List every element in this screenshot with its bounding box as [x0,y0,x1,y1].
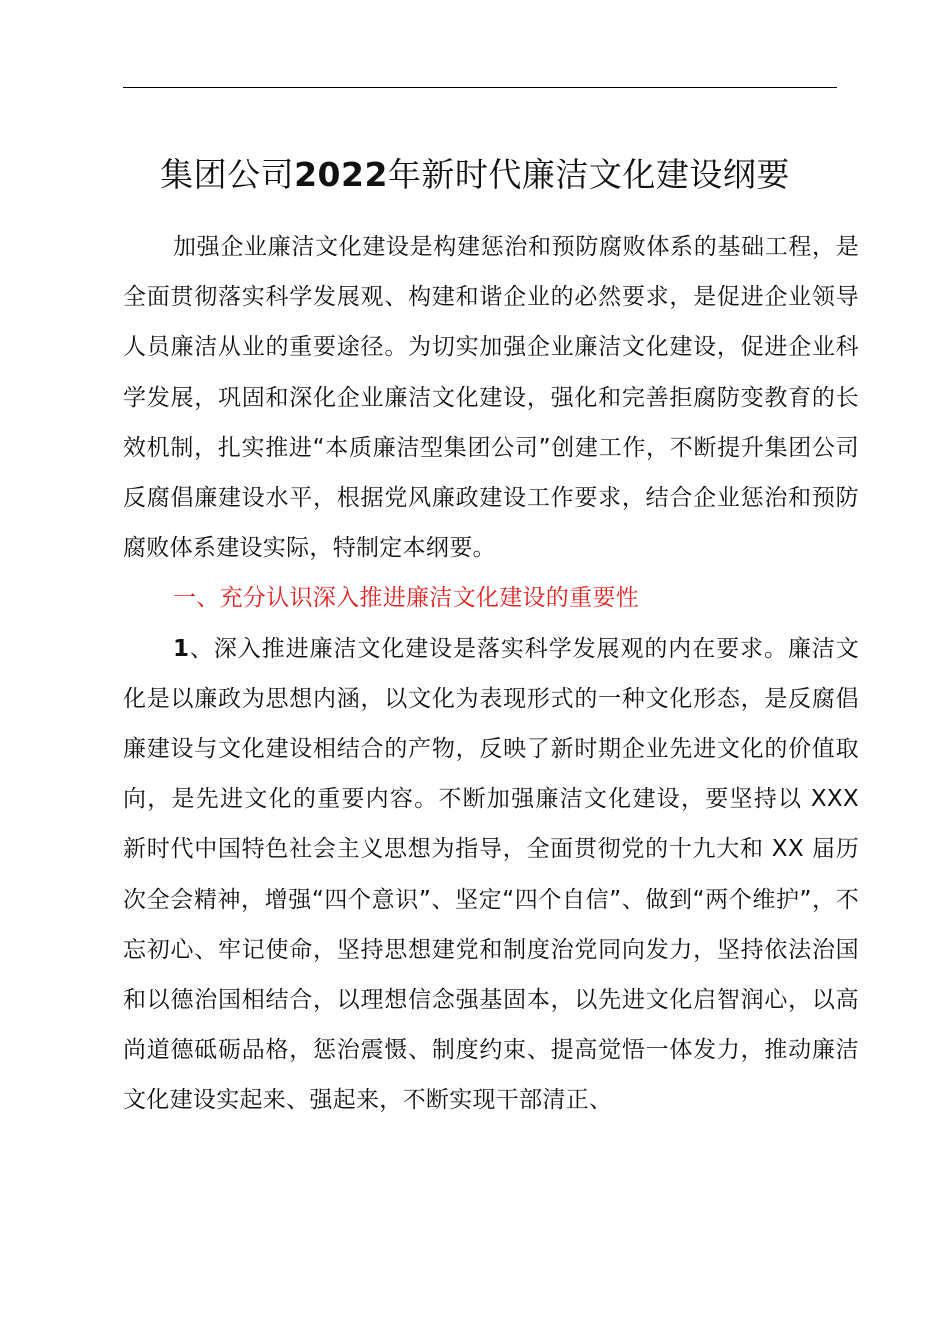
item-paragraph [123,624,859,1126]
title-suffix: 年新时代廉洁文化建设纲要 [387,155,790,194]
intro-paragraph: 加强企业廉洁文化建设是构建惩治和预防腐败体系的基础工程，是全面贯彻落实科学发展观、构建和谐企业的必然要求，是促进企业领导人员廉洁从业的重要途径。为切实加强企业廉洁文化建设，促进企业科学发展，巩固和深化企业廉洁文化建设，强化和完善拒腐防变教育的长效机制，扎实推进“本质廉洁型集团公司”创建工作，不断提升集团公司反腐倡廉建设水平，根据党风廉政建设工作要求，结合企业惩治和预防腐败体系建设实际，特制定本纲要。 [123,234,859,562]
title-year: 2022 [294,155,388,194]
header-rule [123,87,837,88]
section-heading: 一、充分认识深入推进廉洁文化建设的重要性 [173,585,639,612]
title-prefix: 集团公司 [160,155,295,194]
document-body [123,222,859,1126]
document-title [0,150,950,200]
item-number: 1 [173,635,190,662]
item-text: 、深入推进廉洁文化建设是落实科学发展观的内在要求。廉洁文化是以廉政为思想内涵，以文化为表现形式的一种文化形态，是反腐倡廉建设与文化建设相结合的产物，反映了新时期企业先进文化的价值取向，是先进文化的重要内容。不断加强廉洁文化建设，要坚持以 XXX 新时代中国特色社会主义思想为指导，全面贯彻党的十九大和 XX 届历次全会精神，增强“四个意识”、坚定“四个自信”、做到“两个维护”，不忘初心、牢记使命，坚持思想建党和制度治党同向发力，坚持依法治国和以德治国相结合，以理想信念强基固本，以先进文化启智润心，以高尚道德砥砺品格，惩治震慑、制度约束、提高觉悟一体发力，推动廉洁文化建设实起来、强起来，不断实现干部清正、 [123,635,859,1114]
